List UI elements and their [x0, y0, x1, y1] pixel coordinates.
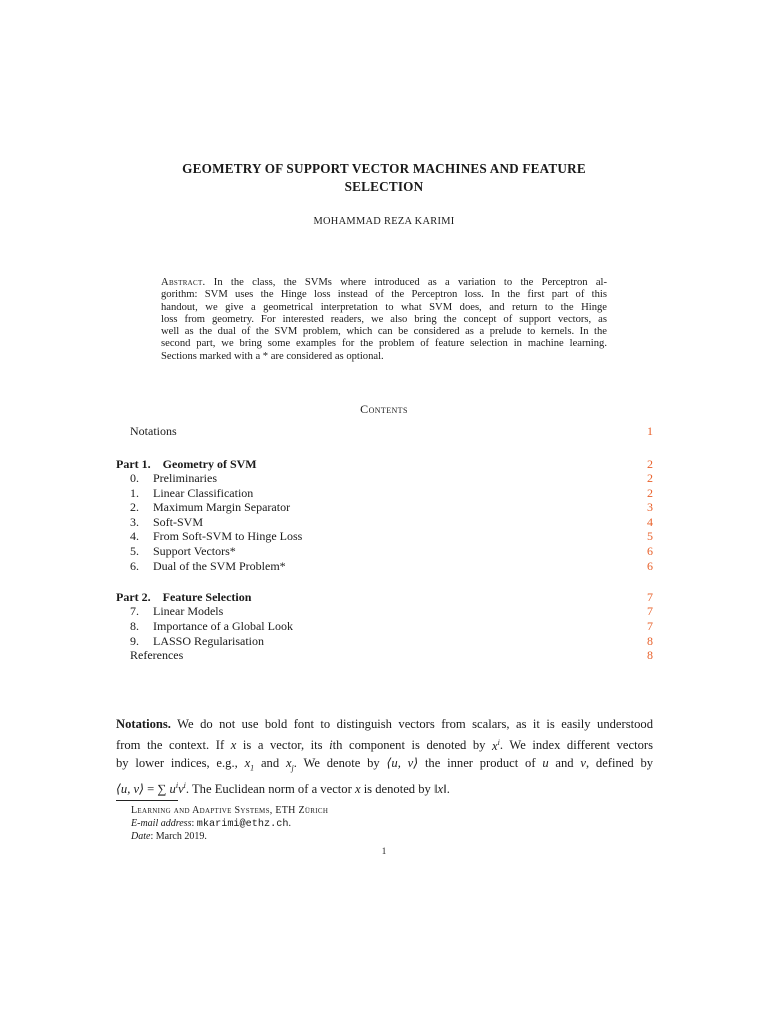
abstract [161, 277, 607, 363]
footnotes [131, 805, 328, 844]
toc-entry-number: 8. [130, 619, 139, 633]
toc-entry-number: 7. [130, 604, 139, 618]
toc-page-link[interactable]: 2 [647, 457, 653, 471]
abstract-line: well as the dual of the SVM problem, which can be considered as a prelude to kernels. In the [161, 326, 607, 338]
toc-entry[interactable] [116, 529, 653, 544]
toc-page-link[interactable]: 6 [647, 544, 653, 558]
notations-line-1: Notations. We do not use bold font to distinguish vectors from scalars, as it is easily understood [116, 717, 653, 731]
footnote-rule [116, 800, 178, 801]
email-line: E-mail address: mkarimi@ethz.ch. [131, 817, 291, 830]
toc-page-link[interactable]: 8 [647, 634, 653, 648]
toc-entry-label: Notations [130, 424, 177, 438]
toc-page-link[interactable]: 2 [647, 471, 653, 485]
email-link[interactable]: mkarimi@ethz.ch [196, 818, 289, 830]
page-number: 1 [381, 846, 387, 856]
toc-entry-label: LASSO Regularisation [153, 634, 264, 648]
abstract-line: Sections marked with a * are considered as optional. [161, 350, 384, 362]
toc-entry-label: Preliminaries [153, 471, 217, 485]
notations-heading: Notations. [116, 717, 171, 731]
toc-entry-number: 9. [130, 634, 139, 648]
toc-entry[interactable] [116, 471, 653, 486]
toc-page-link[interactable]: 4 [647, 515, 653, 529]
toc-entry[interactable] [116, 648, 653, 663]
affiliation: Learning and Adaptive Systems, ETH Zürich [131, 805, 329, 816]
toc-entry-label: Importance of a Global Look [153, 619, 293, 633]
toc-entry-label: Part 2. Feature Selection [116, 590, 252, 604]
toc-entry-label: From Soft-SVM to Hinge Loss [153, 529, 303, 543]
toc-entry-number: 3. [130, 515, 139, 529]
notations-line-3: by lower indices, e.g., $x_1$ and $x_j$. We denote by ⟨u, v⟩ the inner product of u and v, defined by [116, 756, 654, 773]
toc-page-link[interactable]: 7 [647, 619, 653, 633]
abstract-line: Abstract. In the class, the SVMs where introduced as a variation to the Perceptron al- [161, 277, 607, 288]
abstract-label: Abstract. [161, 277, 206, 288]
toc-page-link[interactable]: 5 [647, 529, 653, 543]
author-name: MOHAMMAD REZA KARIMI [313, 216, 455, 227]
toc-page-link[interactable]: 6 [647, 559, 653, 573]
title-line-2: SELECTION [344, 179, 424, 194]
date-line: Date: March 2019. [131, 831, 207, 843]
toc-page-link[interactable]: 2 [647, 486, 653, 500]
contents-heading: Contents [360, 402, 408, 416]
toc-entry[interactable] [116, 634, 653, 649]
toc-entry-label: Dual of the SVM Problem* [153, 559, 286, 573]
toc-entry-label: Linear Models [153, 604, 224, 618]
notations-line-2: from the context. If x is a vector, its ith component is denoted by $x^i$. We index different vectors [116, 737, 653, 753]
toc-page-link[interactable]: 3 [647, 500, 653, 514]
toc-entry-label: Soft-SVM [153, 515, 204, 529]
toc-entry[interactable] [116, 604, 653, 619]
toc-entry-label: Part 1. Geometry of SVM [116, 457, 257, 471]
notations-line-4: ⟨u, v⟩ = ∑ $u^iv^i$. The Euclidean norm of a vector x is denoted by ‖x‖. [116, 780, 450, 797]
notations-paragraph [116, 716, 653, 799]
title-line-1: GEOMETRY OF SUPPORT VECTOR MACHINES AND FEATURE [182, 161, 586, 176]
abstract-line: gorithm: SVM uses the Hinge loss instead of the Perceptron loss. In the first part of this [161, 289, 607, 301]
toc-entry[interactable] [116, 559, 653, 574]
toc-entry-label: Support Vectors* [153, 544, 236, 558]
toc-entry-number: 6. [130, 559, 139, 573]
toc-entry-number: 2. [130, 500, 139, 514]
toc-entry-label: Maximum Margin Separator [153, 500, 291, 514]
toc-entry-number: 4. [130, 529, 139, 543]
toc-page-link[interactable]: 7 [647, 590, 653, 604]
toc-entry[interactable] [116, 424, 653, 439]
toc-page-link[interactable]: 1 [647, 424, 653, 438]
abstract-line: handout, we give a geometrical interpretation to what SVM does, and return to the Hinge [161, 301, 607, 313]
paper-title [120, 160, 648, 196]
abstract-line: loss from geometry. For interested readers, we also bring the concept of support vectors, as [161, 313, 607, 325]
toc-page-link[interactable]: 7 [647, 604, 653, 618]
toc-entry[interactable] [116, 590, 653, 605]
toc-entry[interactable] [116, 544, 653, 559]
toc-entry[interactable] [116, 619, 653, 634]
toc-entry[interactable] [116, 486, 653, 501]
toc-entry[interactable] [116, 457, 653, 472]
toc-entry-label: References [130, 648, 184, 662]
toc-entry[interactable] [116, 500, 653, 515]
toc-entry-number: 5. [130, 544, 139, 558]
toc-entry-number: 1. [130, 486, 139, 500]
abstract-line: second part, we bring some examples for the problem of feature selection in machine learning. [161, 338, 607, 350]
toc-entry-number: 0. [130, 471, 139, 485]
toc-entry-label: Linear Classification [153, 486, 254, 500]
toc-page-link[interactable]: 8 [647, 648, 653, 662]
toc-entry[interactable] [116, 515, 653, 530]
